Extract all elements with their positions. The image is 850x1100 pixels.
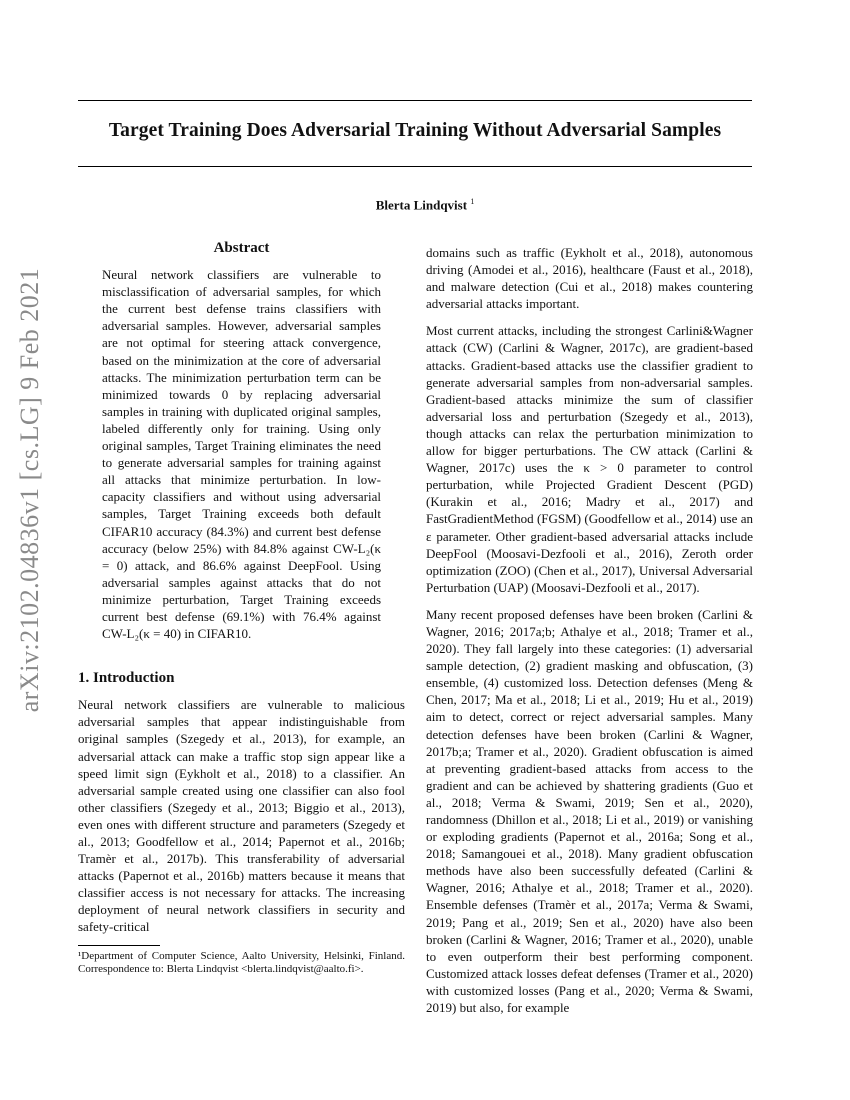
title-bottom-rule bbox=[78, 166, 752, 167]
right-column bbox=[426, 244, 753, 1026]
intro-paragraph-1: Neural network classifiers are vulnerable to malicious adversarial samples that appear indistinguishable from original samples (Szegedy et al., 2013), for example, an adversarial attack can make a traffic stop sign appear like a speed limit sign (Eykholt et al., 2018) to a classifier. An adversarial sample created using one classifier can also fool other classifiers (Szegedy et al., 2013; Biggio et al., 2013), even ones with different structure and parameters (Szegedy et al., 2013; Goodfellow et al., 2014; Papernot et al., 2016b; Tramèr et al., 2017b). This transferability of adversarial attacks (Papernot et al., 2016b) matters because it means that classifier access is not necessary for attacks. The increasing deployment of neural network classifiers in security and safety-critical bbox=[78, 697, 405, 935]
intro-paragraph-1-continued: domains such as traffic (Eykholt et al., 2018), autonomous driving (Amodei et al., 2016), healthcare (Faust et al., 2018), and malware detection (Cui et al., 2018) makes countering adversarial attacks important. bbox=[426, 245, 753, 312]
introduction-heading: 1. Introduction bbox=[78, 670, 175, 687]
title-top-rule bbox=[78, 100, 752, 101]
abstract-heading: Abstract bbox=[213, 240, 270, 256]
author-line bbox=[0, 197, 850, 213]
arxiv-sidebar bbox=[14, 267, 46, 713]
footnote-rule bbox=[78, 945, 160, 946]
author-affiliation-mark: 1 bbox=[470, 197, 475, 206]
intro-paragraph-2: Most current attacks, including the strongest Carlini&Wagner attack (CW) (Carlini & Wagner, 2017c), are gradient-based attacks. Gradient-based attacks use the classifier gradient to generate adversarial samples from non-adversarial samples. Gradient-based attacks minimize the sum of classifier adversarial loss and perturbation (Szegedy et al., 2013), though attacks can relax the perturbation minimization to allow for bigger perturbations. The CW attack (Carlini & Wagner, 2017c) uses the κ > 0 parameter to control perturbation, while Projected Gradient Descent (PGD) (Kurakin et al., 2016; Madry et al., 2017) and FastGradientMethod (FGSM) (Goodfellow et al., 2014) use an ε parameter. Other gradient-based adversarial attacks include DeepFool (Moosavi-Dezfooli et al., 2016), Zeroth order optimization (ZOO) (Chen et al., 2017), Universal Adversarial Perturbation (UAP) (Moosavi-Dezfooli et al., 2017). bbox=[426, 323, 753, 595]
abstract-text: Neural network classifiers are vulnerable to misclassification of adversarial samples, for which the current best defense trains classifiers with adversarial samples. However, adversarial samples are not optimal for steering attack convergence, based on the minimization at the core of adversarial attacks. The minimization perturbation term can be minimized towards 0 by replacing adversarial samples in training with duplicated original samples, labeled differently only for training. Using only original samples, Target Training eliminates the need to generate adversarial samples for training against all attacks that minimize perturbation. In low-capacity classifiers and without using adversarial samples, Target Training exceeds both default CIFAR10 accuracy (84.3%) and current best defense accuracy (below 25%) with 84.8% against CW-L₂(κ = 0) attack, and 86.6% against DeepFool. Using adversarial samples against attacks that do not minimize perturbation, Target Training exceeds current best defense (69.1%) with 76.4% against CW-L₂(κ = 40) in CIFAR10. bbox=[102, 267, 381, 642]
author-name: Blerta Lindqvist bbox=[375, 197, 468, 213]
intro-paragraph-3: Many recent proposed defenses have been broken (Carlini & Wagner, 2016; 2017a;b; Athalye et al., 2018; Tramer et al., 2020). They fall largely into these categories: (1) adversarial sample detection, (2) gradient masking and obfuscation, (3) ensemble, (4) customized loss. Detection defenses (Meng & Chen, 2017; Ma et al., 2018; Li et al., 2019; Hu et al., 2019) aim to detect, correct or reject adversarial samples. Many detection defenses have been broken (Carlini & Wagner, 2017b;a; Tramer et al., 2020). Gradient obfuscation is aimed at preventing gradient-based attacks from access to the gradient and can be achieved by shattering gradients (Guo et al., 2018; Verma & Swami, 2019; Sen et al., 2020), randomness (Dhillon et al., 2018; Li et al., 2019) or vanishing or exploding gradients (Papernot et al., 2016a; Song et al., 2018; Samangouei et al., 2018). Many gradient obfuscation methods have also been successfully defeated (Carlini & Wagner, 2016; Athalye et al., 2018; Tramer et al., 2020). Ensemble defenses (Tramèr et al., 2017a; Verma & Swami, 2019; Pang et al., 2019; Sen et al., 2020) have also been broken (Carlini & Wagner, 2016; Tramer et al., 2020), unable to even outperform their best performing component. Customized attack losses defeat defenses (Tramer et al., 2020) with customized losses (Pang et al., 2020; Verma & Swami, 2019) but also, for example bbox=[426, 606, 753, 1016]
arxiv-identifier[interactable]: arXiv:2102.04836v1 [cs.LG] 9 Feb 2021 bbox=[15, 267, 44, 713]
paper-title: Target Training Does Adversarial Training Without Adversarial Samples bbox=[108, 120, 722, 141]
left-column bbox=[78, 240, 405, 976]
affiliation-footnote: ¹Department of Computer Science, Aalto University, Helsinki, Finland. Correspondence to: Blerta Lindqvist <blerta.lindqvist@aalto.fi>. bbox=[78, 949, 405, 975]
